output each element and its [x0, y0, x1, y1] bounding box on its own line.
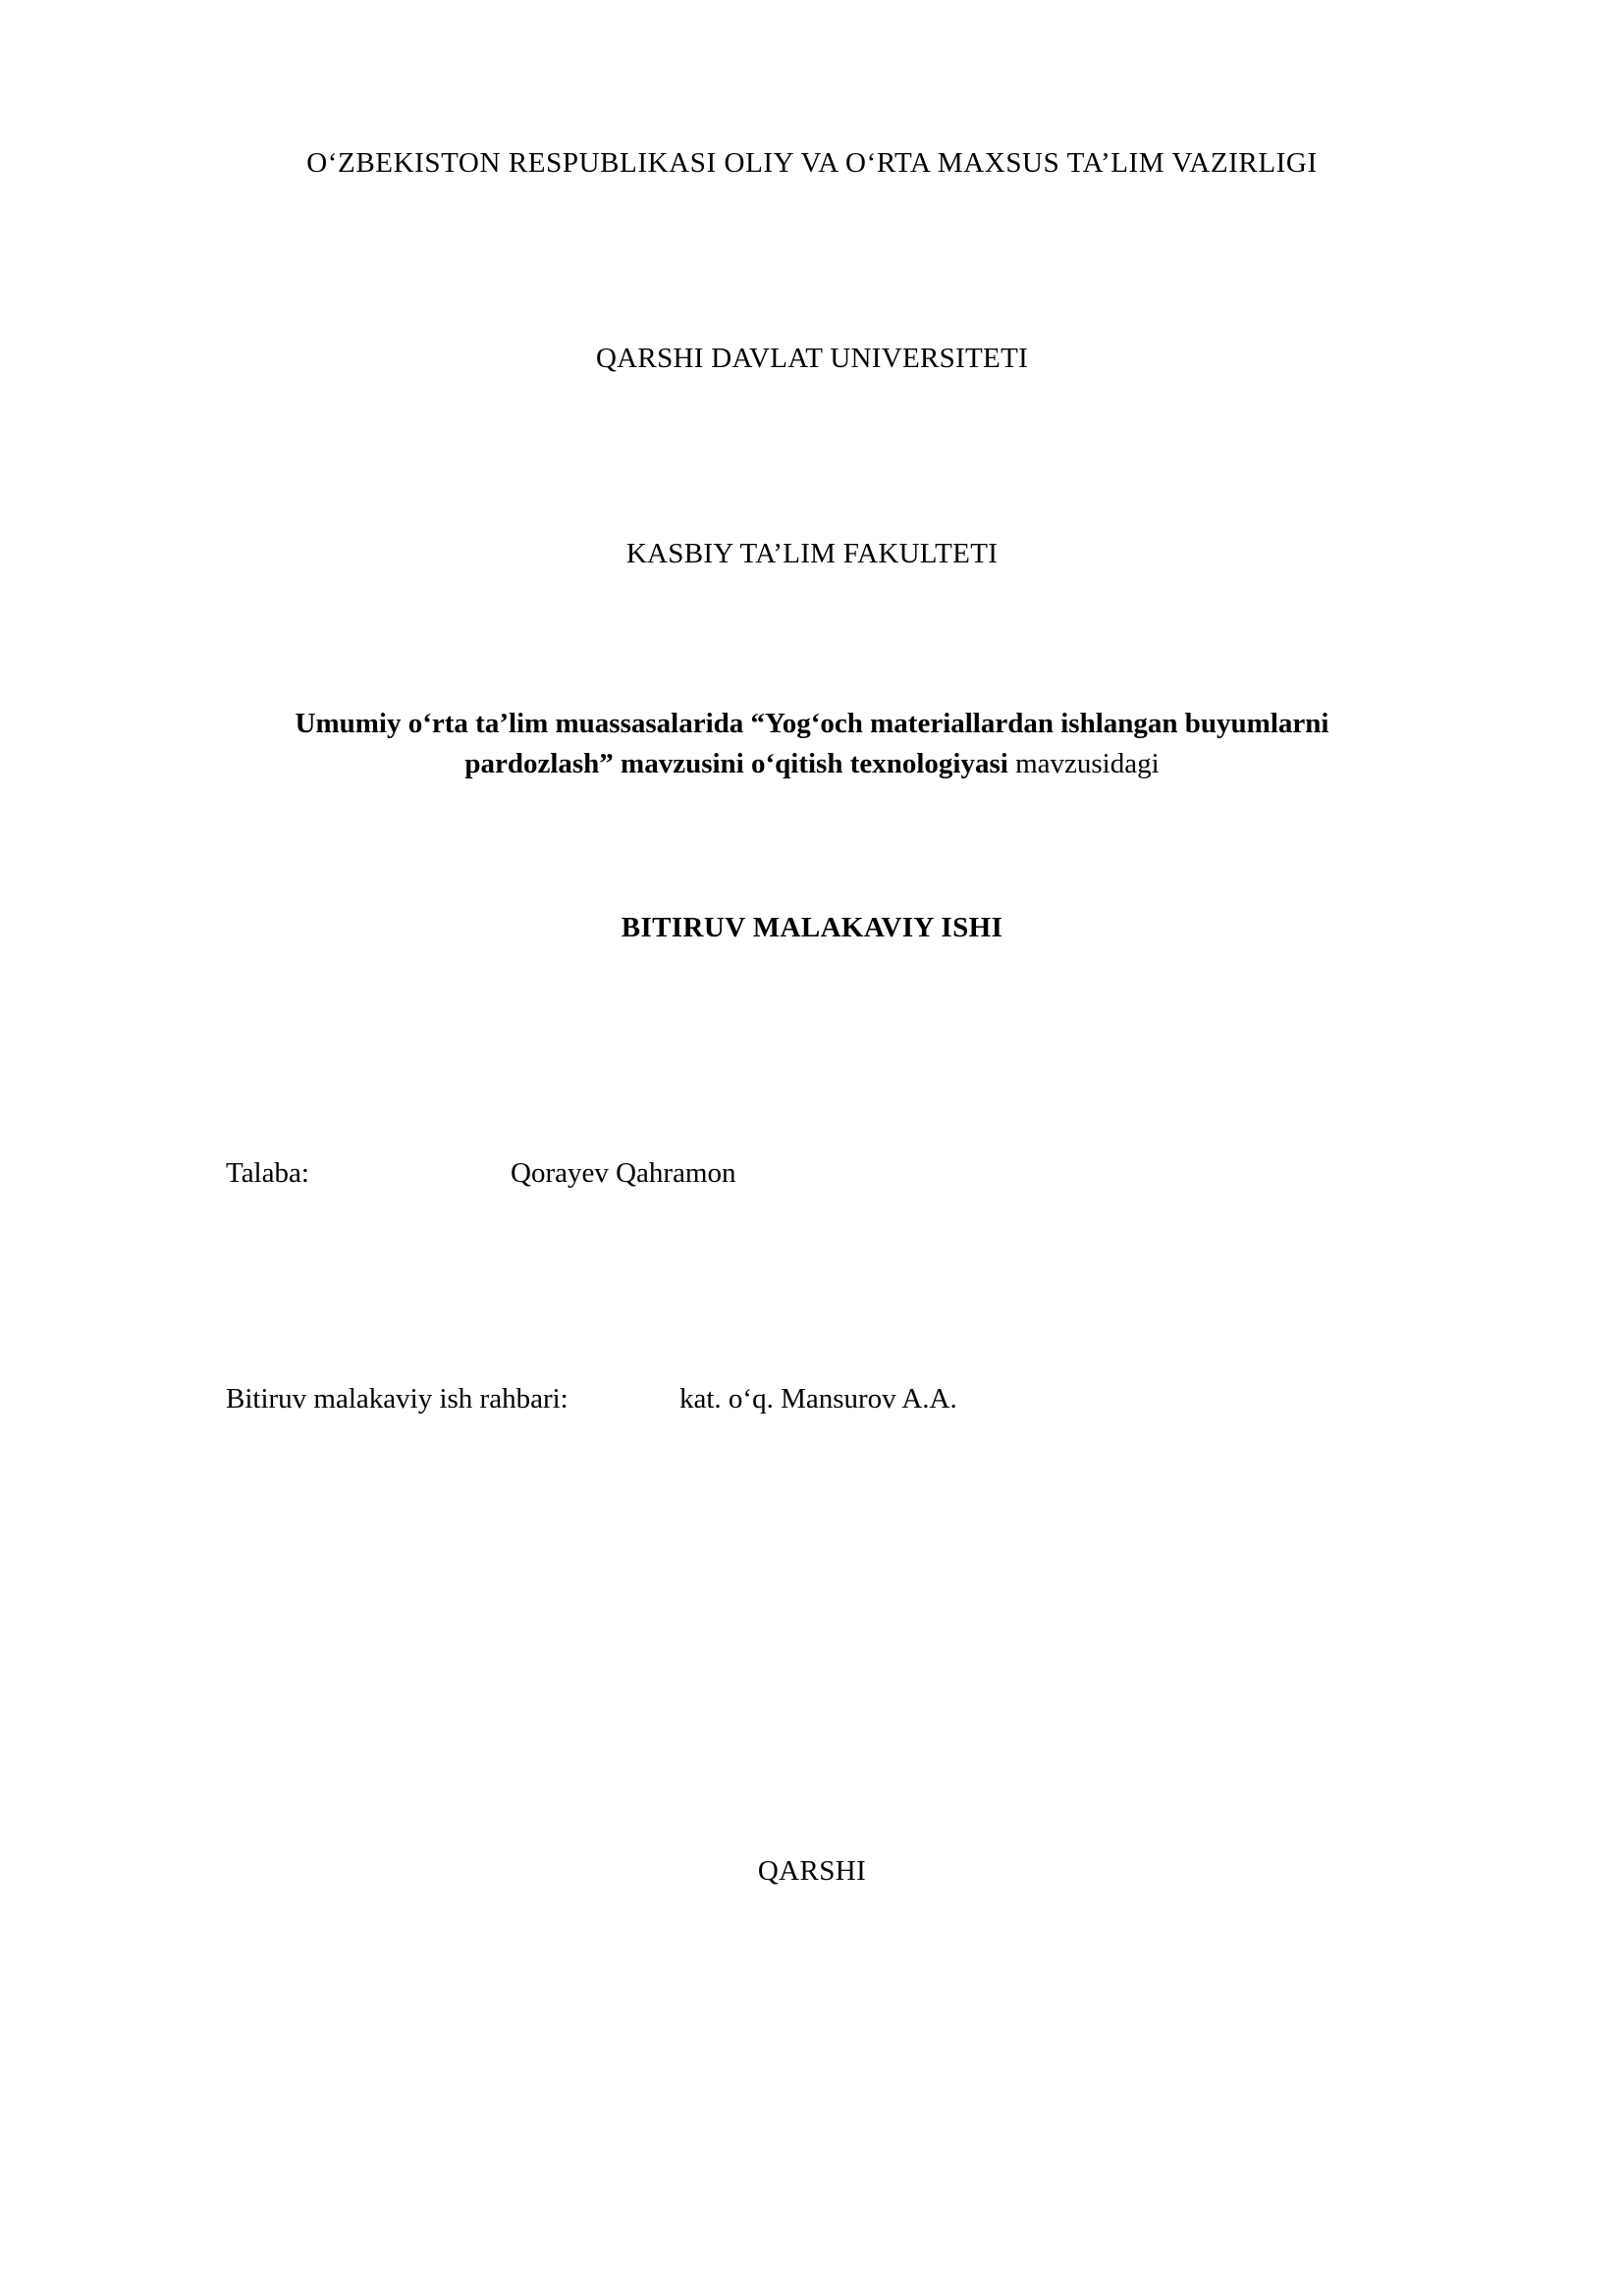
thesis-theme-bold: Umumiy o‘rta ta’lim muassasalarida “Yog‘och materiallardan ishlangan buyumlarni pardozlash” mavzusini o‘qitish texnologiyasi [295, 707, 1329, 779]
student-label: Talaba: [226, 1157, 309, 1190]
advisor-row [226, 1383, 1398, 1415]
student-row [226, 1157, 1398, 1190]
faculty-heading: KASBIY TA’LIM FAKULTETI [625, 537, 999, 569]
advisor-name: kat. o‘q. Mansurov A.A. [679, 1383, 957, 1415]
work-type-heading: BITIRUV MALAKAVIY ISHI [621, 912, 1003, 944]
university-heading: QARSHI DAVLAT UNIVERSITETI [595, 343, 1029, 375]
advisor-label: Bitiruv malakaviy ish rahbari: [226, 1383, 568, 1415]
ministry-heading: O‘ZBEKISTON RESPUBLIKASI OLIY VA O‘RTA MAXSUS TA’LIM VAZIRLIGI [306, 147, 1318, 179]
city-footer: QARSHI [757, 1855, 867, 1887]
thesis-theme-tail: mavzusidagi [1007, 747, 1160, 779]
thesis-theme [226, 704, 1398, 784]
student-name: Qorayev Qahramon [511, 1157, 736, 1190]
